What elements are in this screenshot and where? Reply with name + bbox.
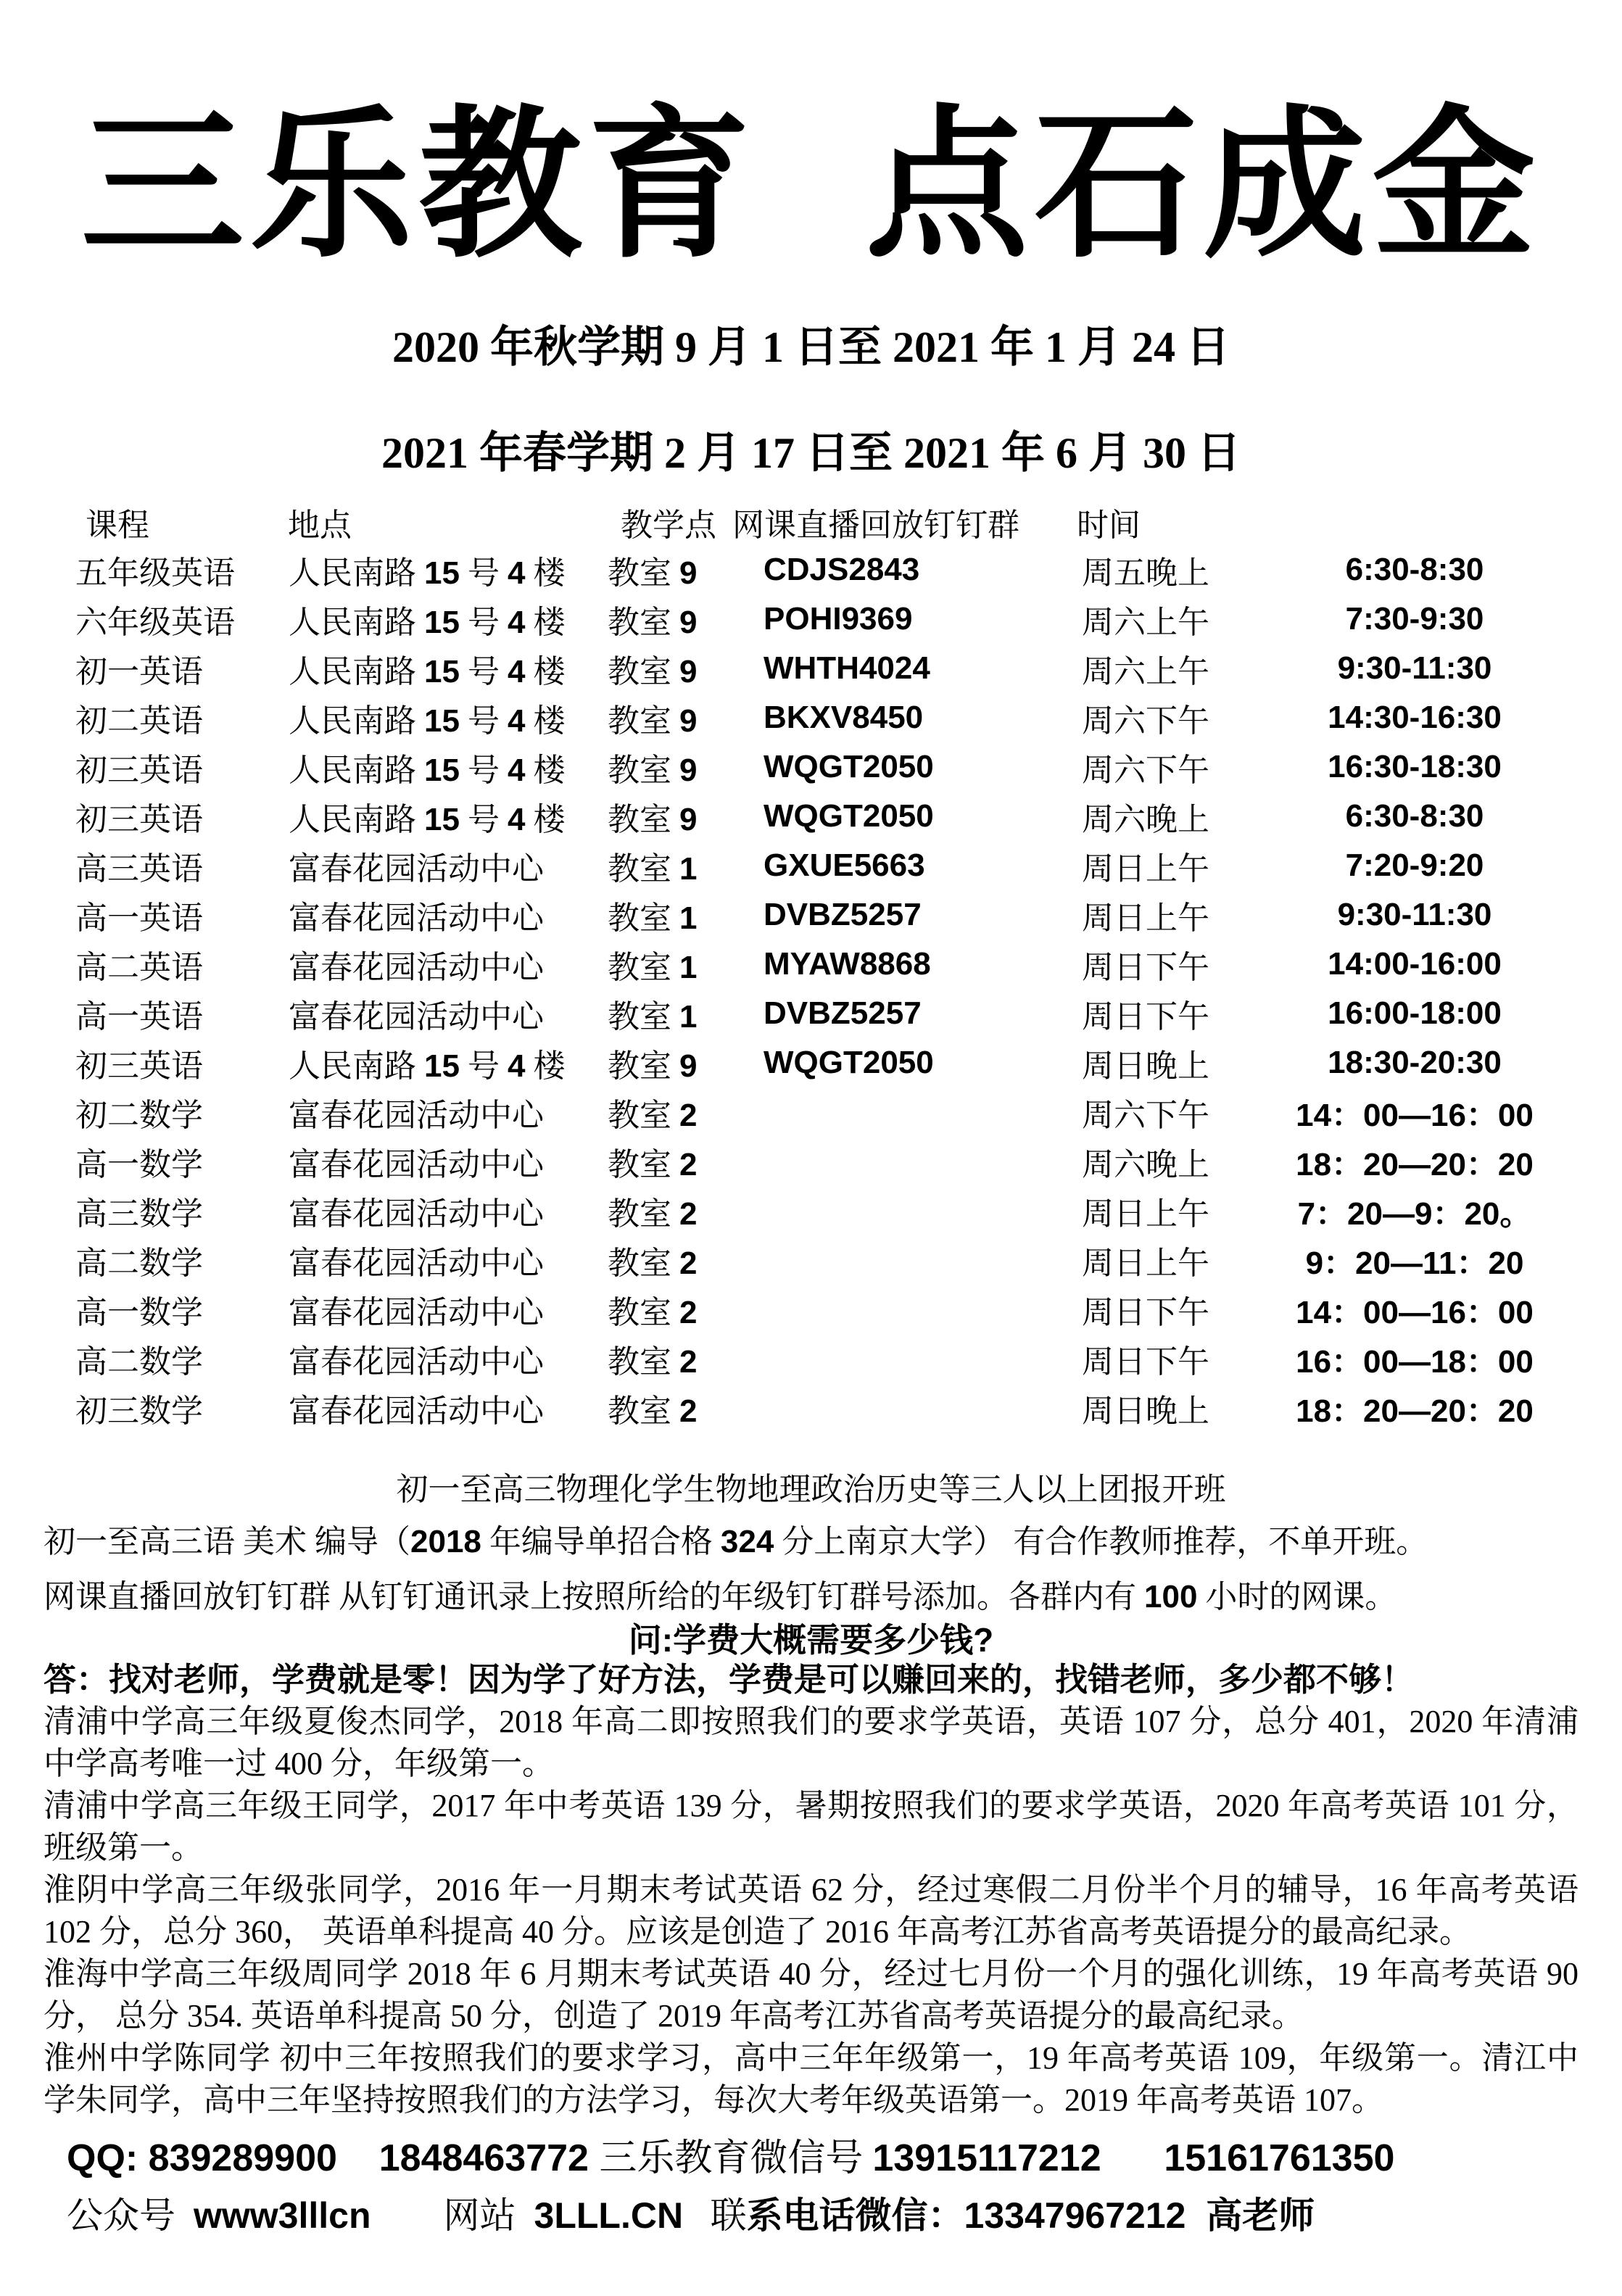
cell-location: 人民南路 15 号 4 楼 — [289, 1048, 566, 1084]
table-row — [44, 940, 1578, 989]
cell-course: 初三数学 — [75, 1393, 203, 1429]
cell-time: 9：20—11：20 — [1305, 1246, 1524, 1281]
cell-time: 6:30-8:30 — [1345, 798, 1484, 834]
cell-time: 7:30-9:30 — [1345, 601, 1484, 637]
testimonial-paragraph: 淮州中学陈同学 初中三年按照我们的要求学习，高中三年年级第一，19 年高考英语 109，年级第一。清江中学朱同学，高中三年坚持按照我们的方法学习，每次大考年级英语第一。2019 年高考英语 107。 — [44, 2040, 1578, 2118]
table-row — [44, 792, 1578, 841]
dingtalk-group-note: 网课直播回放钉钉群 从钉钉通讯录上按照所给的年级钉钉群号添加。各群内有 100 小时的网课。 — [44, 1579, 1397, 1615]
cell-dingtalk-code: BKXV8450 — [764, 700, 924, 735]
cell-day: 周日上午 — [1082, 1196, 1209, 1232]
tuition-question: 问:学费大概需要多少钱? — [628, 1621, 994, 1659]
cell-time: 16:00-18:00 — [1328, 995, 1502, 1031]
cell-time: 9:30-11:30 — [1337, 897, 1492, 932]
cell-time: 7：20—9：20。 — [1297, 1196, 1532, 1232]
cell-dingtalk-code: CDJS2843 — [764, 552, 920, 587]
table-row — [44, 1235, 1578, 1285]
cell-day: 周六上午 — [1082, 605, 1209, 640]
cell-day: 周日晚上 — [1082, 1393, 1209, 1429]
schedule-header-row — [44, 499, 1578, 545]
cell-day: 周五晚上 — [1082, 555, 1209, 591]
contact-segment: 3LLL.CN — [534, 2195, 684, 2236]
schedule-rows — [44, 545, 1578, 1433]
cell-day: 周日下午 — [1082, 1344, 1209, 1380]
cell-day: 周六下午 — [1082, 753, 1209, 788]
cell-time: 14：00—16：00 — [1296, 1295, 1534, 1330]
cell-course: 初三英语 — [75, 802, 203, 837]
contact-segment: 公众号 — [67, 2195, 194, 2236]
table-row — [44, 545, 1578, 594]
cell-day: 周六晚上 — [1082, 1147, 1209, 1182]
cell-location: 富春花园活动中心 — [289, 1196, 544, 1232]
testimonial-paragraph: 淮阴中学高三年级张同学，2016 年一月期末考试英语 62 分，经过寒假二月份半个月的辅导，16 年高考英语 102 分，总分 360， 英语单科提高 40 分。应该是创造了 2016 年高考江苏省高考英语提分的最高纪录。 — [44, 1872, 1578, 1949]
cell-location: 人民南路 15 号 4 楼 — [289, 753, 566, 788]
cell-course: 初二英语 — [75, 703, 203, 739]
cell-time: 18：20—20：20 — [1296, 1147, 1534, 1182]
cell-day: 周六下午 — [1082, 1098, 1209, 1133]
cell-location: 富春花园活动中心 — [289, 950, 544, 985]
testimonial-paragraph: 清浦中学高三年级王同学，2017 年中考英语 139 分，暑期按照我们的要求学英语，2020 年高考英语 101 分，班级第一。 — [44, 1788, 1578, 1865]
cell-classroom: 教室 2 — [608, 1246, 698, 1281]
cell-location: 富春花园活动中心 — [289, 1393, 544, 1429]
header-time: 时间 — [1077, 507, 1141, 543]
cell-classroom: 教室 1 — [608, 950, 698, 985]
cell-day: 周日下午 — [1082, 999, 1209, 1035]
table-row — [44, 594, 1578, 644]
cell-classroom: 教室 9 — [608, 1048, 698, 1084]
cell-day: 周日上午 — [1082, 851, 1209, 887]
cell-classroom: 教室 2 — [608, 1196, 698, 1232]
cell-dingtalk-code: DVBZ5257 — [764, 995, 922, 1031]
art-class-note: 初一至高三语 美术 编导（2018 年编导单招合格 324 分上南京大学） 有合作教师推荐，不单开班。 — [44, 1524, 1428, 1559]
cell-location: 人民南路 15 号 4 楼 — [289, 703, 566, 739]
cell-location: 人民南路 15 号 4 楼 — [289, 654, 566, 689]
table-row — [44, 1137, 1578, 1186]
cell-location: 人民南路 15 号 4 楼 — [289, 802, 566, 837]
cell-location: 人民南路 15 号 4 楼 — [289, 605, 566, 640]
cell-day: 周六下午 — [1082, 703, 1209, 739]
table-row — [44, 1087, 1578, 1137]
schedule-table — [44, 499, 1578, 1433]
cell-course: 初二数学 — [75, 1098, 203, 1133]
cell-classroom: 教室 1 — [608, 900, 698, 936]
cell-course: 初三英语 — [75, 753, 203, 788]
cell-classroom: 教室 2 — [608, 1393, 698, 1429]
title-slogan: 点石成金 — [865, 89, 1542, 281]
cell-dingtalk-code: WHTH4024 — [764, 650, 930, 686]
cell-time: 18:30-20:30 — [1328, 1045, 1502, 1080]
cell-course: 高三英语 — [75, 851, 203, 887]
cell-course: 高一英语 — [75, 900, 203, 936]
cell-course: 初三英语 — [75, 1048, 203, 1084]
cell-location: 富春花园活动中心 — [289, 900, 544, 936]
cell-time: 9:30-11:30 — [1337, 650, 1492, 686]
table-row — [44, 742, 1578, 792]
cell-location: 富春花园活动中心 — [289, 851, 544, 887]
cell-classroom: 教室 1 — [608, 999, 698, 1035]
cell-course: 五年级英语 — [75, 555, 235, 591]
cell-time: 7:20-9:20 — [1345, 847, 1484, 883]
header-course: 课程 — [86, 507, 149, 543]
cell-day: 周日晚上 — [1082, 1048, 1209, 1084]
cell-day: 周六上午 — [1082, 654, 1209, 689]
cell-time: 14:30-16:30 — [1328, 700, 1502, 735]
contact-segment: 三乐教育微信号 — [599, 2138, 873, 2179]
cell-location: 富春花园活动中心 — [289, 1147, 544, 1182]
table-row — [44, 989, 1578, 1038]
cell-course: 高二数学 — [75, 1246, 203, 1281]
cell-location: 富春花园活动中心 — [289, 1246, 544, 1281]
cell-classroom: 教室 9 — [608, 802, 698, 837]
cell-classroom: 教室 2 — [608, 1295, 698, 1330]
cell-dingtalk-code: WQGT2050 — [764, 1045, 934, 1080]
contact-segment: 网站 — [371, 2195, 534, 2236]
semester-dates — [0, 318, 1622, 529]
cell-dingtalk-code: WQGT2050 — [764, 749, 934, 784]
cell-dingtalk-code: GXUE5663 — [764, 847, 925, 883]
cell-course: 初一英语 — [75, 654, 203, 689]
cell-course: 高一英语 — [75, 999, 203, 1035]
cell-classroom: 教室 2 — [608, 1147, 698, 1182]
contact-segment: 联 — [683, 2195, 747, 2236]
cell-classroom: 教室 2 — [608, 1344, 698, 1380]
table-row — [44, 890, 1578, 940]
cell-classroom: 教室 1 — [608, 851, 698, 887]
header-location: 地点 — [288, 507, 352, 543]
cell-location: 富春花园活动中心 — [289, 1098, 544, 1133]
cell-classroom: 教室 9 — [608, 555, 698, 591]
cell-location: 富春花园活动中心 — [289, 1344, 544, 1380]
group-enroll-note: 初一至高三物理化学生物地理政治历史等三人以上团报开班 — [396, 1472, 1226, 1507]
cell-classroom: 教室 9 — [608, 703, 698, 739]
table-row — [44, 1383, 1578, 1433]
cell-classroom: 教室 9 — [608, 605, 698, 640]
table-row — [44, 841, 1578, 890]
contact-segment: 13915117212 15161761350 — [872, 2137, 1395, 2179]
semester-date-fall: 2020 年秋学期 9 月 1 日至 2021 年 1 月 24 日 — [392, 323, 1230, 371]
table-row — [44, 1038, 1578, 1087]
header-dingtalk-group: 网课直播回放钉钉群 — [732, 507, 1019, 543]
cell-classroom: 教室 9 — [608, 654, 698, 689]
cell-time: 16:30-18:30 — [1328, 749, 1502, 784]
cell-day: 周日下午 — [1082, 1295, 1209, 1330]
table-row — [44, 1334, 1578, 1383]
tuition-answer: 答：找对老师，学费就是零！因为学了好方法，学费是可以赚回来的，找错老师，多少都不够！ — [44, 1661, 1415, 1698]
answer-and-testimonials — [44, 1659, 1578, 2121]
cell-dingtalk-code: POHI9369 — [764, 601, 913, 637]
cell-course: 高二英语 — [75, 950, 203, 985]
contact-segment: QQ: 839289900 1848463772 — [67, 2137, 600, 2179]
cell-dingtalk-code: DVBZ5257 — [764, 897, 922, 932]
contact-segment: 系电话微信：13347967212 高老师 — [746, 2195, 1315, 2236]
testimonial-paragraph: 清浦中学高三年级夏俊杰同学，2018 年高二即按照我们的要求学英语，英语 107 分，总分 401，2020 年清浦中学高考唯一过 400 分，年级第一。 — [44, 1704, 1578, 1781]
contact-qq-line — [67, 2127, 1394, 2181]
cell-course: 高一数学 — [75, 1295, 203, 1330]
table-row — [44, 693, 1578, 742]
cell-dingtalk-code: MYAW8868 — [764, 946, 931, 982]
cell-course: 高二数学 — [75, 1344, 203, 1380]
table-row — [44, 1186, 1578, 1235]
cell-day: 周日下午 — [1082, 950, 1209, 985]
cell-classroom: 教室 9 — [608, 753, 698, 788]
header-classroom: 教学点 — [621, 507, 716, 543]
cell-location: 富春花园活动中心 — [289, 999, 544, 1035]
page-title — [0, 83, 1622, 287]
cell-course: 六年级英语 — [75, 605, 235, 640]
cell-time: 14:00-16:00 — [1328, 946, 1502, 982]
testimonial-paragraph: 淮海中学高三年级周同学 2018 年 6 月期末考试英语 40 分，经过七月份一个月的强化训练，19 年高考英语 90 分， 总分 354. 英语单科提高 50 分，创造了 2019 年高考江苏省高考英语提分的最高纪录。 — [44, 1956, 1578, 2034]
semester-date-spring: 2021 年春学期 2 月 17 日至 2021 年 6 月 30 日 — [381, 429, 1241, 477]
table-row — [44, 644, 1578, 693]
cell-time: 18：20—20：20 — [1296, 1393, 1534, 1429]
cell-course: 高一数学 — [75, 1147, 203, 1182]
cell-time: 6:30-8:30 — [1345, 552, 1484, 587]
table-row — [44, 1285, 1578, 1334]
cell-day: 周六晚上 — [1082, 802, 1209, 837]
cell-day: 周日上午 — [1082, 900, 1209, 936]
cell-location: 人民南路 15 号 4 楼 — [289, 555, 566, 591]
contact-segment: www3lllcn — [194, 2195, 371, 2236]
cell-location: 富春花园活动中心 — [289, 1295, 544, 1330]
title-brand: 三乐教育 — [80, 89, 757, 281]
cell-time: 14：00—16：00 — [1296, 1098, 1534, 1133]
cell-time: 16：00—18：00 — [1296, 1344, 1534, 1380]
cell-course: 高三数学 — [75, 1196, 203, 1232]
cell-classroom: 教室 2 — [608, 1098, 698, 1133]
contact-web-line — [67, 2187, 1315, 2239]
cell-dingtalk-code: WQGT2050 — [764, 798, 934, 834]
cell-day: 周日上午 — [1082, 1246, 1209, 1281]
